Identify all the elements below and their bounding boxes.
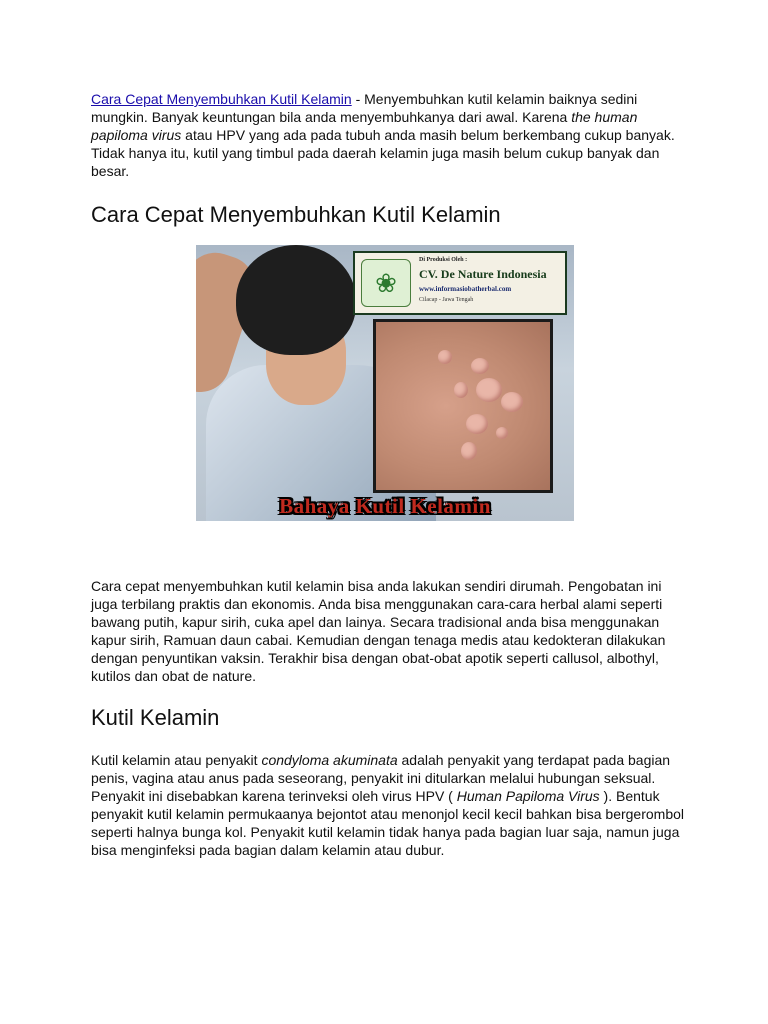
definition-italic-hpv: Human Papiloma Virus xyxy=(456,788,600,804)
intro-text-a: - Menyembuhkan kutil kelamin baiknya sedini mungkin. Banyak keuntungan bila anda menyembuhkanya dari awal. Karena xyxy=(91,91,638,125)
wart-mark xyxy=(461,442,477,460)
skin-closeup-inset xyxy=(373,319,553,493)
brand-logo-box xyxy=(353,251,567,315)
wart-mark xyxy=(454,382,468,398)
photo-man-hair xyxy=(236,245,356,355)
wart-mark xyxy=(496,427,508,439)
definition-text-c: ). Bentuk penyakit kutil kelamin permukaanya bejontot atau menonjol kecil kecil bahkan bisa bergerombol seperti halnya bunga kol. Penyakit kutil kelamin tidak hanya pada bagian luar saja, namun juga bisa menginfeksi pada bagian dalam kelamin atau dubur. xyxy=(91,788,685,858)
wart-mark xyxy=(438,350,452,364)
heading-cara-cepat: Cara Cepat Menyembuhkan Kutil Kelamin xyxy=(91,202,501,227)
intro-paragraph xyxy=(91,90,691,182)
leaf-emblem-icon: ❀ xyxy=(361,259,411,307)
article-title-link[interactable]: Cara Cepat Menyembuhkan Kutil Kelamin xyxy=(91,91,352,107)
heading-kutil-kelamin: Kutil Kelamin xyxy=(91,705,220,730)
logo-small-text: Di Produksi Oleh : xyxy=(419,257,468,263)
wart-mark xyxy=(471,358,489,374)
document-page xyxy=(91,90,691,859)
definition-italic-condyloma: condyloma akuminata xyxy=(261,752,398,768)
paragraph-treatment: Cara cepat menyembuhkan kutil kelamin bisa anda lakukan sendiri dirumah. Pengobatan ini juga terbilang praktis dan ekonomis. Anda bisa menggunakan cara-cara herbal alami seperti bawang putih, kapur sirih, cuka apel dan lainya. Secara tradisional anda bisa menggunakan kapur sirih, Ramuan daun cabai. Kemudian dengan tenaga medis atau kedokteran dilakukan dengan penyuntikan vaksin. Terakhir bisa dengan obat-obat apotik seperti callusol, albothyl, kutilos dan obat de nature. xyxy=(91,578,666,684)
wart-mark xyxy=(501,392,523,412)
wart-mark xyxy=(476,378,502,402)
definition-text-a: Kutil kelamin atau penyakit xyxy=(91,752,262,768)
intro-italic-virus: the human papiloma virus xyxy=(91,109,638,143)
wart-mark xyxy=(466,414,488,434)
intro-text-b: atau HPV yang ada pada tubuh anda masih belum berkembang cukup banyak. Tidak hanya itu, kutil yang timbul pada daerah kelamin juga masih belum cukup banyak dan besar. xyxy=(91,127,675,179)
image-caption: Bahaya Kutil Kelamin xyxy=(279,494,491,518)
paragraph-definition xyxy=(91,751,691,859)
logo-company-name: CV. De Nature Indonesia xyxy=(419,267,547,281)
logo-url: www.informasiobatherbal.com xyxy=(419,285,512,293)
article-image xyxy=(196,245,574,521)
logo-location: Cilacap - Jawa Tengah xyxy=(419,297,474,303)
definition-text-b: adalah penyakit yang terdapat pada bagian penis, vagina atau anus pada seseorang, penyakit ini ditularkan melalui hubungan seksual. Penyakit ini disebabkan karena terinveksi oleh virus HPV ( xyxy=(91,752,671,804)
